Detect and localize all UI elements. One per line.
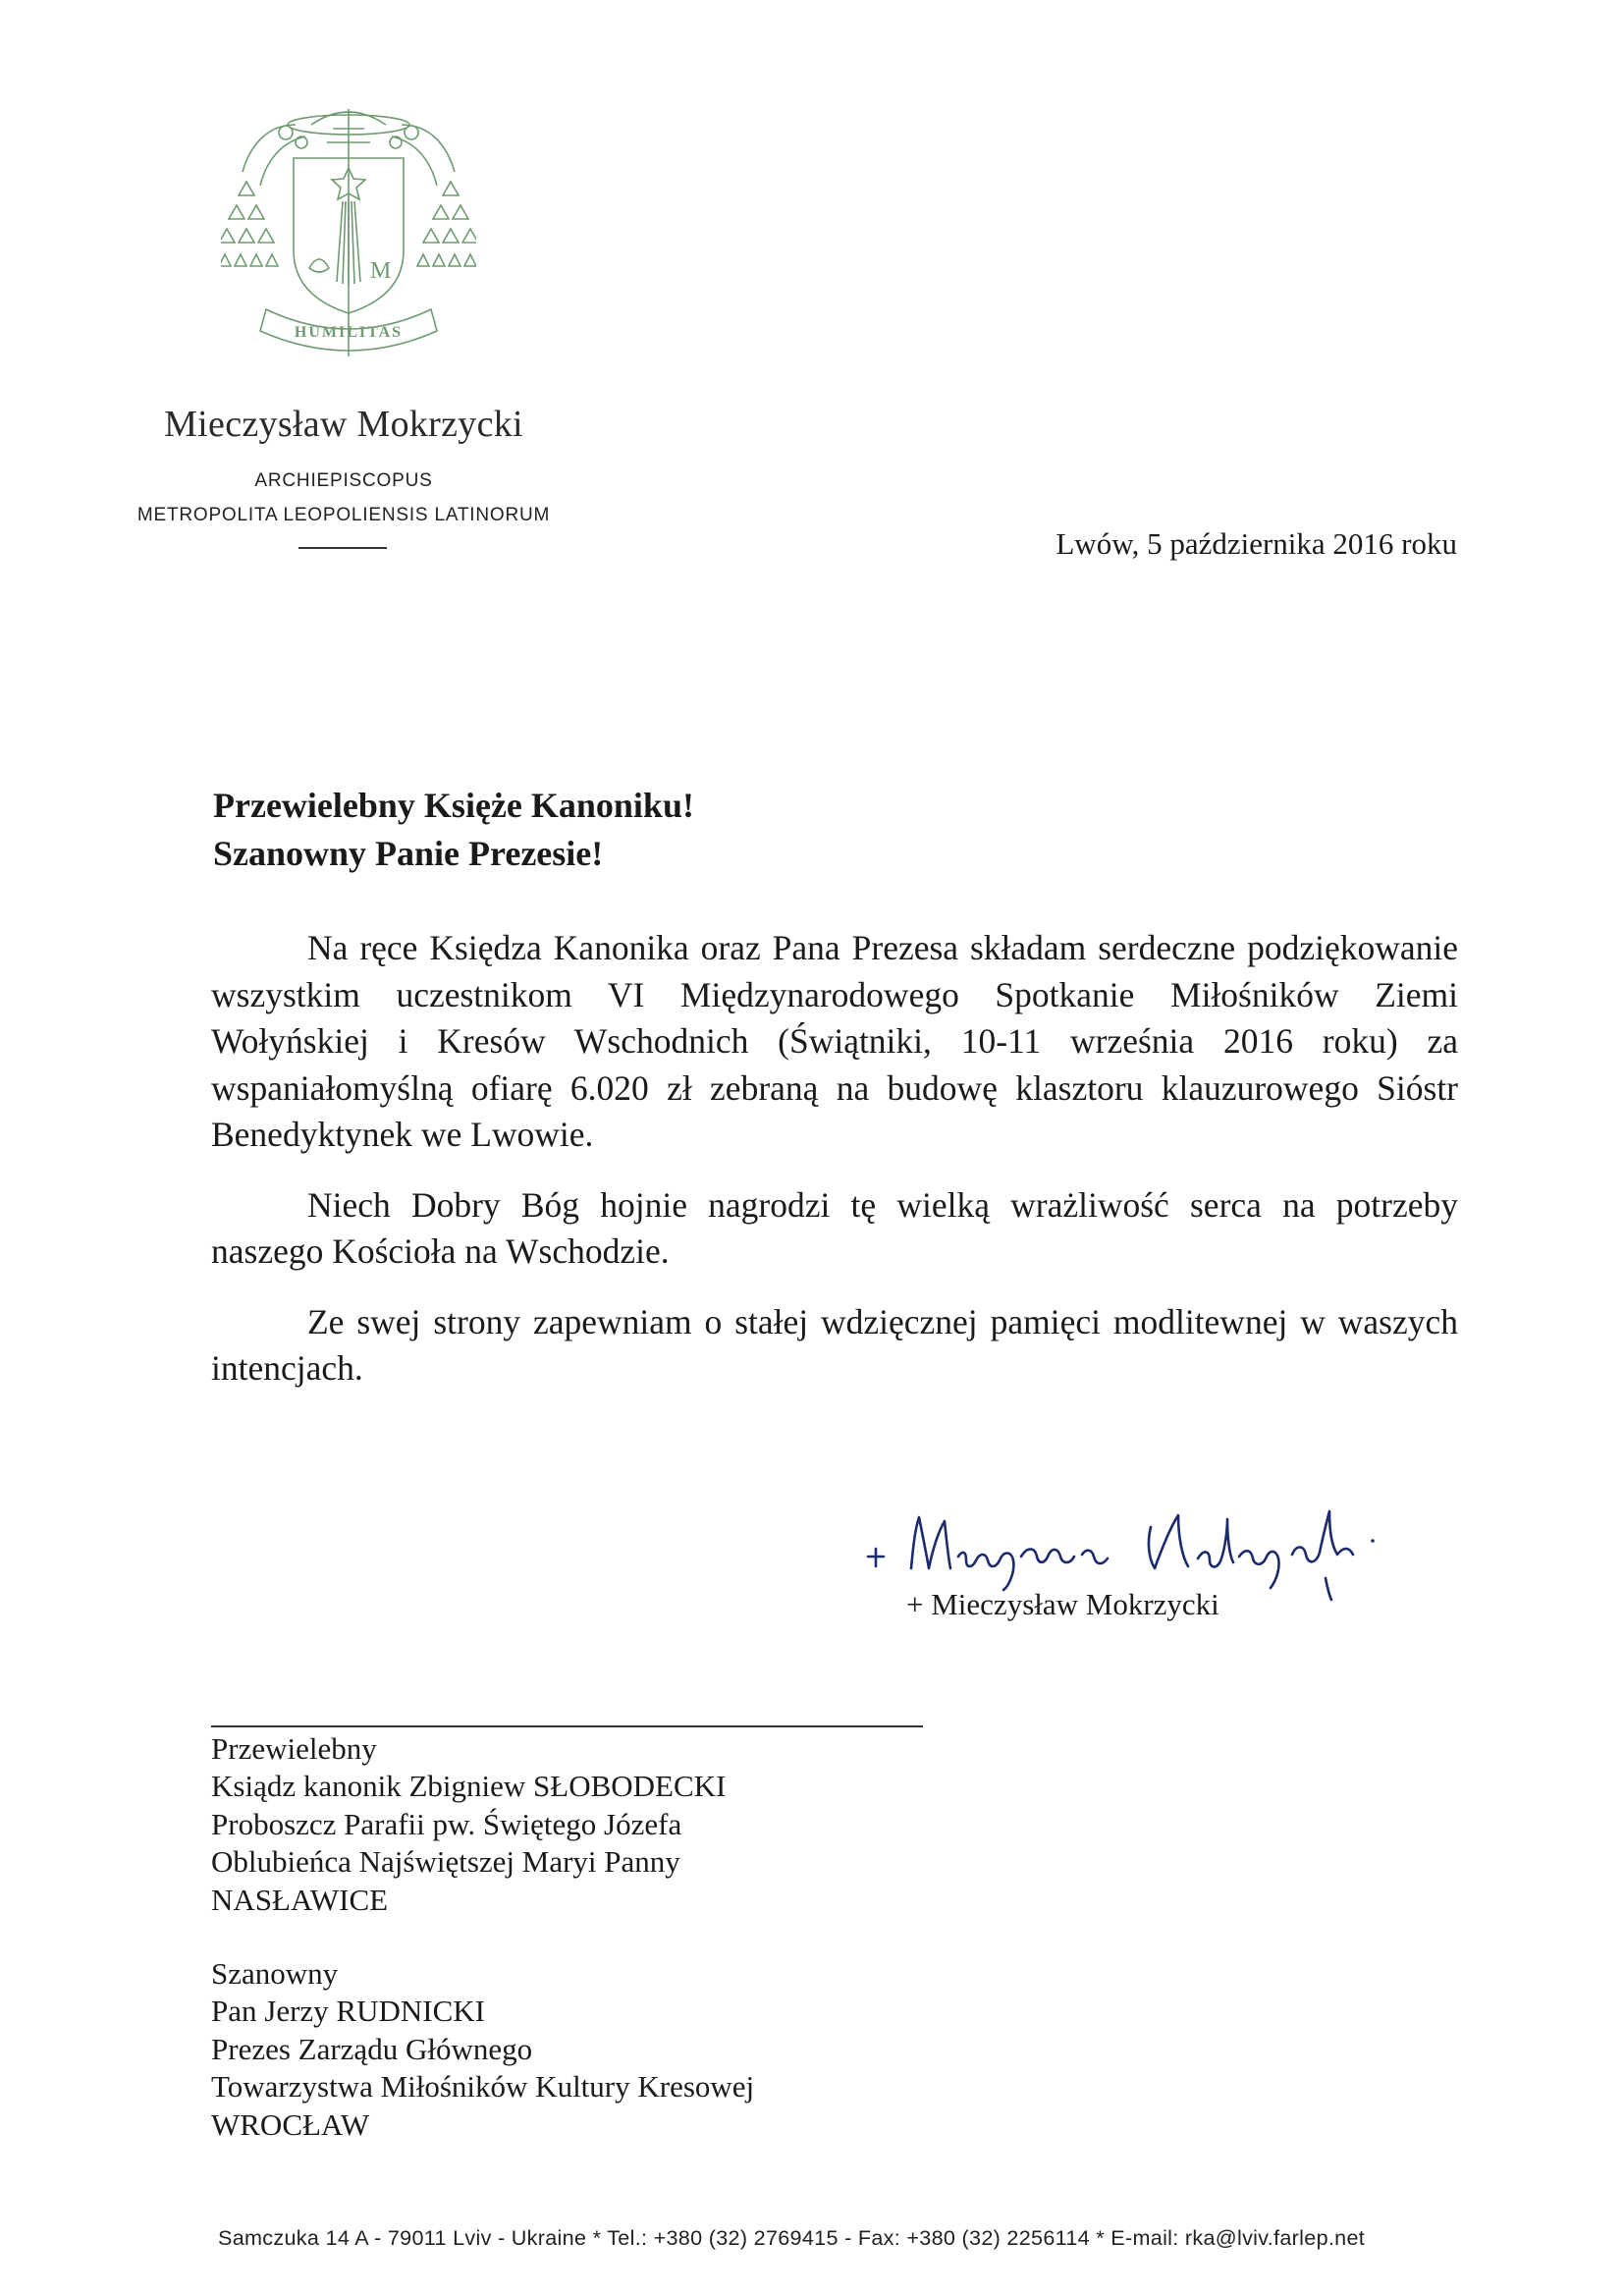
motto-text: HUMILITAS xyxy=(294,324,404,341)
recipient-2-line: WROCŁAW xyxy=(211,2106,370,2142)
author-title-line-1: ARCHIEPISCOPUS xyxy=(254,470,433,491)
footer-contact: Samczuka 14 A - 79011 Lviv - Ukraine * Tel.: +380 (32) 2769415 - Fax: +380 (32) 2256114 * E-mail: rka@lviv.farlep.net xyxy=(218,2225,1366,2250)
recipient-1-line: Przewielebny xyxy=(211,1731,377,1766)
recipient-1-line: Ksiądz kanonik Zbigniew SŁOBODECKI xyxy=(211,1769,727,1804)
author-name: Mieczysław Mokrzycki xyxy=(164,404,523,445)
letterhead-divider xyxy=(298,547,387,549)
recipient-address-1 xyxy=(211,1730,726,1919)
salutation-line-2: Szanowny Panie Prezesie! xyxy=(213,834,604,873)
body-paragraph-2: Niech Dobry Bóg hojnie nagrodzi tę wielką wrażliwość serca na potrzeby naszego Kościoła na Wschodzie. xyxy=(211,1184,1458,1271)
recipients-divider xyxy=(211,1725,923,1727)
place-date: Lwów, 5 października 2016 roku xyxy=(1056,526,1457,561)
coat-of-arms-emblem xyxy=(221,103,476,383)
shield-letter-m: M xyxy=(370,258,392,284)
recipient-2-line: Prezes Zarządu Głównego xyxy=(211,2031,533,2066)
recipient-2-line: Szanowny xyxy=(211,1956,339,1991)
recipient-address-2 xyxy=(211,1955,754,2144)
author-title-line-2: METROPOLITA LEOPOLIENSIS LATINORUM xyxy=(136,505,551,525)
recipient-1-line: NASŁAWICE xyxy=(211,1882,389,1917)
body-paragraph-3: Ze swej strony zapewniam o stałej wdzięcznej pamięci modlitewnej w waszych intencjach. xyxy=(211,1301,1458,1388)
recipient-2-line: Towarzystwa Miłośników Kultury Kresowej xyxy=(211,2069,755,2105)
signature-printed-name: + Mieczysław Mokrzycki xyxy=(906,1587,1219,1621)
salutation xyxy=(213,782,694,878)
recipient-2-line: Pan Jerzy RUDNICKI xyxy=(211,1994,485,2029)
salutation-line-1: Przewielebny Księże Kanoniku! xyxy=(213,786,694,825)
body-paragraph-1: Na ręce Księdza Kanonika oraz Pana Prezesa składam serdeczne podziękowanie wszystkim uczestnikom VI Międzynarodowego Spotkanie Miłośników Ziemi Wołyńskiej i Kresów Wschodnich (Świątniki, 10-11 września 2016 roku) za wspaniałomyślną ofiarę 6.020 zł zebraną na budowę klasztoru klauzurowego Sióstr Benedyktynek we Lwowie. xyxy=(211,928,1458,1154)
recipient-1-line: Proboszcz Parafii pw. Świętego Józefa xyxy=(211,1806,682,1841)
letter-body xyxy=(211,925,1458,1416)
recipient-1-line: Oblubieńca Najświętszej Maryi Panny xyxy=(211,1844,680,1880)
